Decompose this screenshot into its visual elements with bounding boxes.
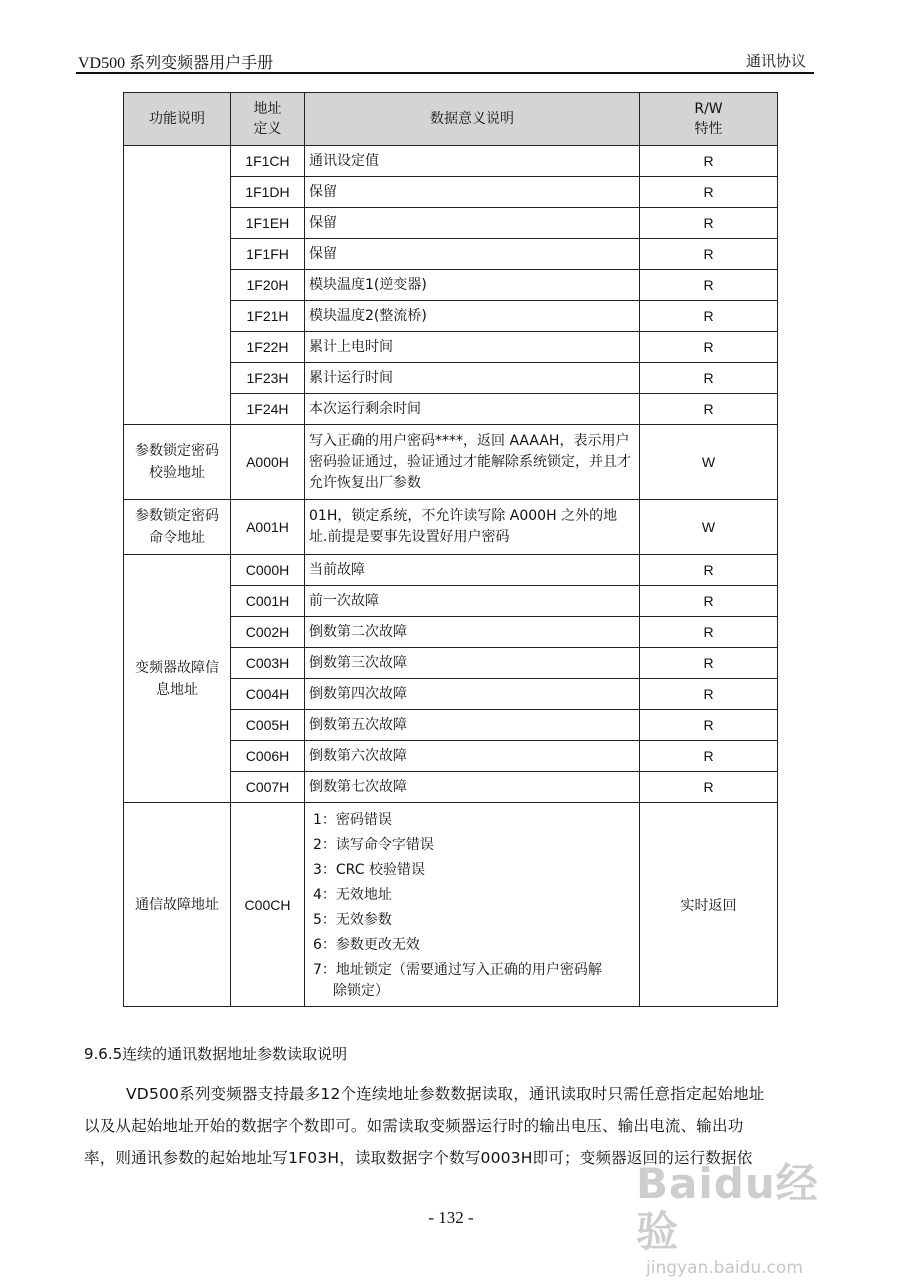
table-row-comm-fault — [124, 803, 778, 1007]
error-code-item: 3：CRC 校验错误 — [313, 861, 425, 878]
desc-cell: 倒数第七次故障 — [305, 772, 640, 803]
rw-cell: R — [640, 741, 778, 772]
watermark-url: jingyan.baidu.com — [646, 1258, 803, 1278]
rw-cell: R — [640, 177, 778, 208]
header-rw — [640, 93, 778, 146]
addr-cell: C001H — [231, 586, 305, 617]
header-desc: 数据意义说明 — [305, 93, 640, 146]
desc-cell: 保留 — [305, 208, 640, 239]
table-row-lock-verify — [124, 425, 778, 500]
addr-cell: 1F23H — [231, 363, 305, 394]
addr-cell: C000H — [231, 555, 305, 586]
func-line: 校验地址 — [149, 465, 205, 481]
func-line: 参数锁定密码 — [135, 443, 219, 459]
addr-cell: 1F1DH — [231, 177, 305, 208]
paragraph-line: VD500系列变频器支持最多12个连续地址参数数据读取，通讯读取时只需任意指定起始地址 — [126, 1085, 765, 1103]
address-table — [123, 92, 778, 1007]
header-func: 功能说明 — [124, 93, 231, 146]
rw-cell: R — [640, 270, 778, 301]
rw-cell: R — [640, 772, 778, 803]
chapter-title: 通讯协议 — [745, 52, 806, 70]
desc-cell: 倒数第六次故障 — [305, 741, 640, 772]
addr-cell: C005H — [231, 710, 305, 741]
addr-cell: 1F22H — [231, 332, 305, 363]
page-number: - 132 - — [428, 1208, 474, 1227]
desc-cell: 模块温度2(整流桥) — [305, 301, 640, 332]
error-code-item — [313, 958, 635, 1002]
addr-cell: A001H — [231, 500, 305, 555]
addr-cell: C00CH — [231, 803, 305, 1007]
rw-cell: W — [640, 500, 778, 555]
header-rw-line2: 特性 — [694, 121, 723, 137]
addr-cell: C002H — [231, 617, 305, 648]
addr-cell: C006H — [231, 741, 305, 772]
rw-cell: R — [640, 363, 778, 394]
table-row — [124, 555, 778, 586]
error-code-7-continuation: 除锁定） — [333, 982, 389, 999]
desc-cell: 累计运行时间 — [305, 363, 640, 394]
table-row — [124, 146, 778, 177]
rw-cell: R — [640, 710, 778, 741]
func-line: 息地址 — [156, 681, 198, 698]
addr-cell: 1F20H — [231, 270, 305, 301]
error-code-item: 5：无效参数 — [313, 911, 392, 928]
addr-cell: C003H — [231, 648, 305, 679]
fault-func — [124, 555, 231, 803]
desc-cell: 倒数第二次故障 — [305, 617, 640, 648]
func-line: 命令地址 — [149, 530, 205, 546]
rw-cell: R — [640, 301, 778, 332]
rw-cell: R — [640, 555, 778, 586]
header-addr-line2: 定义 — [253, 121, 282, 137]
error-code-item: 1：密码错误 — [313, 811, 392, 828]
addr-cell: 1F24H — [231, 394, 305, 425]
rw-cell: 实时返回 — [640, 803, 778, 1007]
addr-cell: 1F1CH — [231, 146, 305, 177]
rw-cell: R — [640, 332, 778, 363]
group1-func-cell — [124, 146, 231, 425]
addr-cell: A000H — [231, 425, 305, 500]
rw-cell: R — [640, 146, 778, 177]
section-heading: 9.6.5连续的通讯数据地址参数读取说明 — [84, 1045, 348, 1063]
rw-cell: R — [640, 679, 778, 710]
desc-cell: 保留 — [305, 239, 640, 270]
error-code-list — [309, 806, 635, 1004]
error-code-item: 2：读写命令字错误 — [313, 836, 434, 853]
desc-cell: 当前故障 — [305, 555, 640, 586]
rw-cell: R — [640, 208, 778, 239]
desc-cell: 写入正确的用户密码****，返回 AAAAH，表示用户密码验证通过，验证通过才能解除系统锁定，并且才允许恢复出厂参数 — [305, 425, 640, 500]
addr-cell: C007H — [231, 772, 305, 803]
addr-cell: 1F1EH — [231, 208, 305, 239]
paragraph-line: 率，则通讯参数的起始地址写1F03H，读取数据字个数写0003H即可；变频器返回的运行数据依 — [84, 1149, 753, 1167]
page-header — [76, 50, 814, 74]
desc-cell: 模块温度1(逆变器) — [305, 270, 640, 301]
desc-cell: 前一次故障 — [305, 586, 640, 617]
header-rw-line1: R/W — [694, 101, 723, 117]
desc-cell: 01H，锁定系统，不允许读写除 A000H 之外的地址.前提是要事先设置好用户密码 — [305, 500, 640, 555]
func-line: 参数锁定密码 — [135, 508, 219, 524]
func-line: 变频器故障信 — [135, 659, 219, 676]
comm-fault-func: 通信故障地址 — [124, 803, 231, 1007]
header-addr-line1: 地址 — [253, 101, 282, 117]
desc-cell: 累计上电时间 — [305, 332, 640, 363]
comm-fault-codes-cell — [305, 803, 640, 1007]
manual-title: VD500 系列变频器用户手册 — [78, 55, 274, 72]
addr-cell: 1F21H — [231, 301, 305, 332]
desc-cell: 通讯设定值 — [305, 146, 640, 177]
desc-cell: 倒数第三次故障 — [305, 648, 640, 679]
error-code-item: 6：参数更改无效 — [313, 936, 420, 953]
rw-cell: R — [640, 648, 778, 679]
table-row-lock-cmd — [124, 500, 778, 555]
rw-cell: W — [640, 425, 778, 500]
desc-cell: 倒数第五次故障 — [305, 710, 640, 741]
paragraph-line: 以及从起始地址开始的数据字个数即可。如需读取变频器运行时的输出电压、输出电流、输出功 — [84, 1117, 744, 1135]
error-code-item: 4：无效地址 — [313, 886, 392, 903]
rw-cell: R — [640, 239, 778, 270]
header-addr — [231, 93, 305, 146]
rw-cell: R — [640, 394, 778, 425]
watermark-brand: Baidu经验 — [636, 1159, 819, 1256]
desc-cell: 保留 — [305, 177, 640, 208]
addr-cell: 1F1FH — [231, 239, 305, 270]
desc-cell: 本次运行剩余时间 — [305, 394, 640, 425]
addr-cell: C004H — [231, 679, 305, 710]
rw-cell: R — [640, 586, 778, 617]
table-header-row — [124, 93, 778, 146]
desc-cell: 倒数第四次故障 — [305, 679, 640, 710]
lock-verify-func — [124, 425, 231, 500]
lock-cmd-func — [124, 500, 231, 555]
error-code-7-text: 7：地址锁定（需要通过写入正确的用户密码解 — [313, 961, 602, 978]
rw-cell: R — [640, 617, 778, 648]
